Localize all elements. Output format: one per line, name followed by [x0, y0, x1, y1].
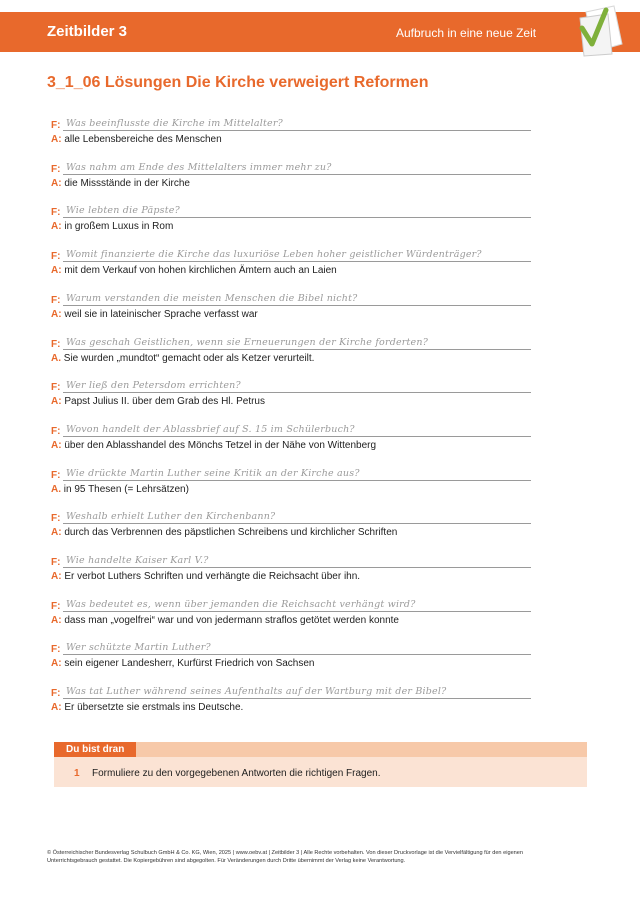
- qa-pair: [51, 204, 531, 232]
- question-marker: F:: [51, 557, 61, 568]
- answer-line: [51, 221, 531, 232]
- answer-line: [51, 702, 531, 713]
- answer-marker: A:: [51, 614, 62, 626]
- answer-marker: A:: [51, 439, 62, 451]
- answer-line: [51, 178, 531, 189]
- question-marker: F:: [51, 425, 61, 437]
- copyright-footer: [47, 849, 607, 865]
- question-text: Was nahm am Ende des Mittelalters immer mehr zu?: [63, 162, 531, 175]
- qa-pair: [51, 598, 531, 626]
- answer-marker: A:: [51, 658, 62, 670]
- answer-text: alle Lebensbereiche des Menschen: [64, 134, 222, 145]
- answer-marker: A.: [51, 352, 61, 364]
- qa-pair: [51, 117, 531, 145]
- question-line: [51, 117, 531, 131]
- question-text: Wer schützte Martin Luther?: [63, 642, 531, 655]
- qa-pair: [51, 510, 531, 538]
- qa-pair: [51, 248, 531, 276]
- qa-pair: [51, 554, 531, 582]
- question-text: Womit finanzierte die Kirche das luxuriöse Leben hoher geistlicher Würdenträger?: [63, 249, 531, 262]
- question-line: [51, 161, 531, 175]
- answer-line: [51, 484, 531, 495]
- question-marker: F:: [51, 469, 61, 481]
- answer-marker: A.: [51, 483, 61, 495]
- answer-text: mit dem Verkauf von hohen kirchlichen Ämtern auch an Laien: [64, 265, 337, 277]
- question-line: [51, 248, 531, 262]
- qa-pair: [51, 379, 531, 407]
- answer-text: Er übersetzte sie erstmals ins Deutsche.: [64, 702, 244, 714]
- header-title: Zeitbilder 3: [47, 23, 128, 40]
- answer-line: [51, 527, 531, 538]
- question-line: [51, 554, 531, 568]
- answer-marker: A:: [51, 265, 62, 277]
- answer-line: [51, 309, 531, 320]
- question-marker: F:: [51, 163, 61, 175]
- footer-line-1: © Österreichischer Bundesverlag Schulbuch GmbH & Co. KG, Wien, 2025 | www.oebv.at | Zeitbilder 3 | Alle Rechte vorbehalten. Von dieser Druckvorlage ist die Vervielfältigung für den eigenen: [47, 850, 524, 856]
- question-marker: F:: [51, 644, 61, 656]
- task-text: Formuliere zu den vorgegebenen Antworten die richtigen Fragen.: [92, 768, 381, 779]
- answer-text: Er verbot Luthers Schriften und verhängte die Reichsacht über ihn.: [64, 571, 361, 582]
- question-line: [51, 379, 531, 393]
- answer-text: über den Ablasshandel des Mönchs Tetzel in der Nähe von Wittenberg: [64, 439, 377, 451]
- answer-marker: A:: [51, 221, 62, 233]
- question-line: [51, 336, 531, 350]
- question-line: [51, 204, 531, 218]
- question-text: Wovon handelt der Ablassbrief auf S. 15 im Schülerbuch?: [63, 424, 531, 437]
- question-text: Wie handelte Kaiser Karl V.?: [63, 555, 531, 568]
- question-line: [51, 685, 531, 699]
- qa-pair: [51, 292, 531, 320]
- qa-pair: [51, 467, 531, 495]
- question-line: [51, 292, 531, 306]
- answer-marker: A:: [51, 527, 62, 539]
- answer-line: [51, 353, 531, 364]
- answer-text: sein eigener Landesherr, Kurfürst Friedrich von Sachsen: [64, 658, 315, 670]
- answer-text: weil sie in lateinischer Sprache verfasst war: [64, 308, 258, 320]
- question-line: [51, 641, 531, 655]
- answer-marker: A:: [51, 702, 62, 714]
- question-marker: F:: [51, 513, 61, 525]
- question-marker: F:: [51, 382, 61, 394]
- answer-marker: A:: [51, 396, 62, 408]
- question-marker: F:: [51, 207, 61, 219]
- answer-line: [51, 440, 531, 451]
- answer-text: die Missstände in der Kirche: [64, 177, 190, 189]
- qa-pair: [51, 336, 531, 364]
- answer-marker: A:: [51, 571, 62, 582]
- question-text: Was geschah Geistlichen, wenn sie Erneuerungen der Kirche forderten?: [63, 337, 531, 350]
- answer-marker: A:: [51, 134, 62, 145]
- qa-pair: [51, 161, 531, 189]
- answer-marker: A:: [51, 308, 62, 320]
- question-line: [51, 467, 531, 481]
- question-text: Wie lebten die Päpste?: [63, 205, 531, 218]
- header-subtitle: Aufbruch in eine neue Zeit: [396, 26, 537, 40]
- task-box-heading: Du bist dran: [54, 742, 136, 757]
- answer-text: Sie wurden „mundtot“ gemacht oder als Ketzer verurteilt.: [63, 352, 315, 364]
- checkmark-paper-icon: [572, 4, 632, 58]
- question-text: Wie drückte Martin Luther seine Kritik an der Kirche aus?: [63, 468, 531, 481]
- answer-text: in großem Luxus in Rom: [64, 221, 174, 233]
- question-text: Was tat Luther während seines Aufenthalts auf der Wartburg mit der Bibel?: [63, 686, 531, 699]
- question-marker: F:: [51, 338, 61, 350]
- question-marker: F:: [51, 251, 61, 263]
- page-title: 3_1_06 Lösungen Die Kirche verweigert Reformen: [47, 74, 429, 91]
- question-line: [51, 510, 531, 524]
- answer-text: durch das Verbrennen des päpstlichen Schreibens und kirchlicher Schriften: [64, 527, 398, 539]
- question-text: Was bedeutet es, wenn über jemanden die Reichsacht verhängt wird?: [63, 599, 531, 612]
- question-marker: F:: [51, 294, 61, 306]
- answer-line: [51, 615, 531, 626]
- task-box: [54, 757, 587, 787]
- answer-line: [51, 396, 531, 407]
- question-marker: F:: [51, 600, 61, 612]
- qa-pair: [51, 685, 531, 713]
- answer-marker: A:: [51, 177, 62, 189]
- answer-text: in 95 Thesen (= Lehrsätzen): [63, 483, 189, 495]
- question-text: Warum verstanden die meisten Menschen die Bibel nicht?: [63, 293, 531, 306]
- task-number: 1: [74, 768, 80, 779]
- answer-text: Papst Julius II. über dem Grab des Hl. Petrus: [64, 396, 265, 408]
- footer-line-2: Unterrichtsgebrauch gestattet. Die Kopiergebühren sind abgegolten. Für Veränderungen durch Dritte übernimmt der Verlag keine Verantwortung.: [47, 858, 406, 864]
- question-text: Weshalb erhielt Luther den Kirchenbann?: [63, 511, 531, 524]
- question-marker: F:: [51, 688, 61, 700]
- question-marker: F:: [51, 120, 61, 131]
- task-box-header: [54, 742, 587, 757]
- question-line: [51, 598, 531, 612]
- answer-line: [51, 265, 531, 276]
- answer-text: dass man „vogelfrei“ war und von jedermann straflos getötet werden konnte: [64, 614, 399, 626]
- qa-pair: [51, 423, 531, 451]
- answer-line: [51, 658, 531, 669]
- question-text: Wer ließ den Petersdom errichten?: [63, 380, 531, 393]
- header-bar: [0, 12, 640, 52]
- answer-line: [51, 134, 531, 145]
- question-text: Was beeinflusste die Kirche im Mittelalter?: [63, 118, 531, 131]
- question-line: [51, 423, 531, 437]
- qa-pair: [51, 641, 531, 669]
- answer-line: [51, 571, 531, 582]
